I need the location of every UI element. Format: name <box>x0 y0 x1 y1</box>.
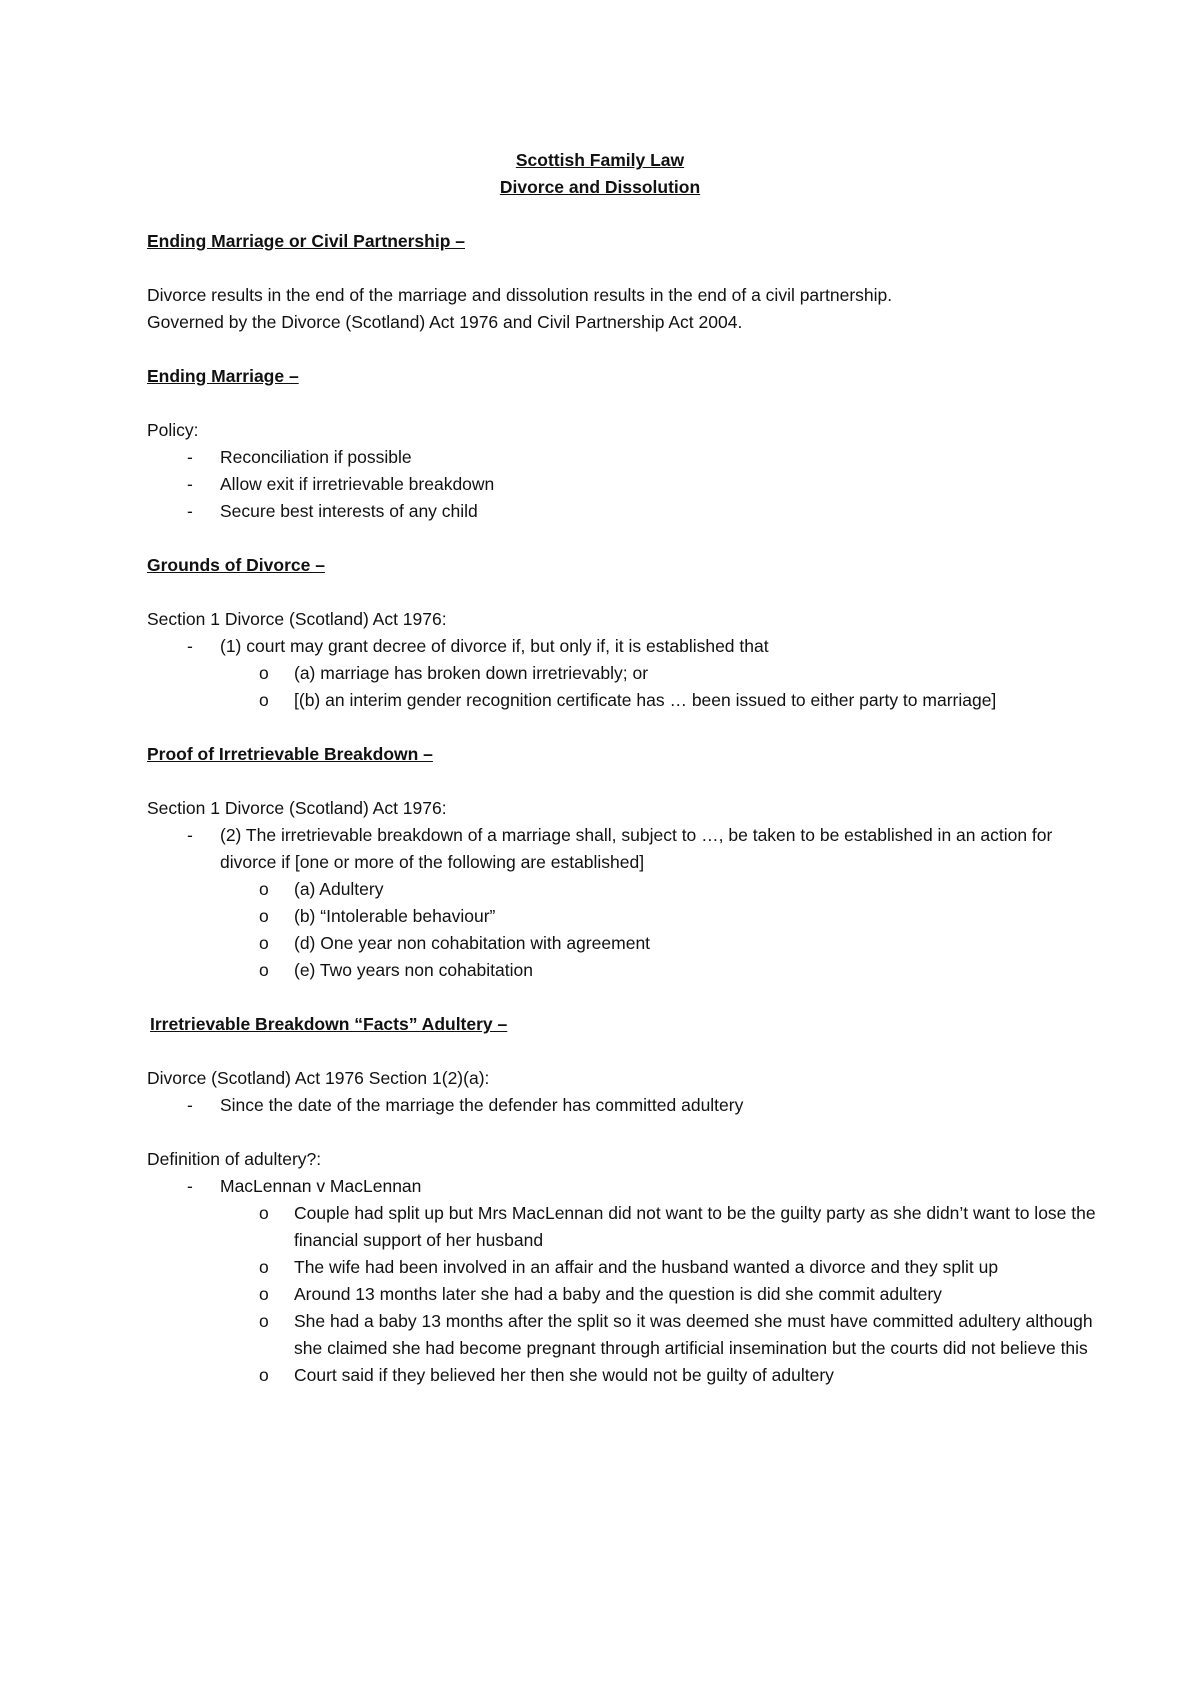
spacer <box>147 1038 1107 1065</box>
circle-bullet: o <box>259 1311 269 1331</box>
list-item <box>147 1173 1107 1200</box>
list-item-text: (1) court may grant decree of divorce if, but only if, it is established that <box>220 636 769 656</box>
section-heading: Irretrievable Breakdown “Facts” Adultery – <box>150 1014 508 1034</box>
sub-list-item-text: Couple had split up but Mrs MacLennan did not want to be the guilty party as she didn’t want to lose the financial support of her husband <box>294 1203 1096 1250</box>
dash-bullet: - <box>187 1176 193 1196</box>
dash-list <box>147 1092 1107 1119</box>
sub-list-item-text: (d) One year non cohabitation with agreement <box>294 933 651 953</box>
title-block <box>147 147 1053 201</box>
spacer <box>147 579 1107 606</box>
spacer <box>147 768 1107 795</box>
dash-list <box>147 822 1107 876</box>
sub-list <box>147 660 1107 714</box>
paragraph: Governed by the Divorce (Scotland) Act 1976 and Civil Partnership Act 2004. <box>147 312 743 332</box>
spacer <box>147 714 1107 741</box>
sub-list-item <box>147 1200 1107 1254</box>
list-item <box>147 1092 1107 1119</box>
paragraph: Section 1 Divorce (Scotland) Act 1976: <box>147 609 447 629</box>
dash-list <box>147 1173 1107 1200</box>
dash-list <box>147 444 1107 525</box>
sub-list-item-text: [(b) an interim gender recognition certificate has … been issued to either party to marriage] <box>294 690 997 710</box>
circle-bullet: o <box>259 1365 269 1385</box>
sub-list-item <box>147 1362 1107 1389</box>
circle-bullet: o <box>259 960 269 980</box>
paragraph: Definition of adultery?: <box>147 1149 322 1169</box>
sub-list-item-text: (a) Adultery <box>294 879 384 899</box>
sub-list-item <box>147 687 1107 714</box>
list-item <box>147 498 1107 525</box>
sub-list-item-text: Around 13 months later she had a baby and the question is did she commit adultery <box>294 1284 942 1304</box>
sub-list-item-text: She had a baby 13 months after the split so it was deemed she must have committed adultery although she claimed she had become pregnant through artificial insemination but the courts did not believe this <box>294 1311 1093 1358</box>
spacer <box>147 336 1107 363</box>
sub-list-item <box>147 660 1107 687</box>
sub-list-item <box>147 1254 1107 1281</box>
list-item-text: Allow exit if irretrievable breakdown <box>220 474 495 494</box>
document-subtitle: Divorce and Dissolution <box>499 177 701 197</box>
spacer <box>147 201 1107 228</box>
sub-list-item-text: (b) “Intolerable behaviour” <box>294 906 496 926</box>
paragraph: Divorce (Scotland) Act 1976 Section 1(2)(a): <box>147 1068 490 1088</box>
dash-bullet: - <box>187 636 193 656</box>
list-item-text: Secure best interests of any child <box>220 501 478 521</box>
list-item <box>147 633 1107 660</box>
dash-bullet: - <box>187 474 193 494</box>
spacer <box>147 984 1107 1011</box>
list-item-text: Since the date of the marriage the defender has committed adultery <box>220 1095 744 1115</box>
dash-bullet: - <box>187 501 193 521</box>
circle-bullet: o <box>259 906 269 926</box>
list-item <box>147 471 1107 498</box>
section-heading: Ending Marriage or Civil Partnership – <box>147 231 465 251</box>
sub-list-item-text: (e) Two years non cohabitation <box>294 960 533 980</box>
list-item-text: (2) The irretrievable breakdown of a marriage shall, subject to …, be taken to be established in an action for divorce if [one or more of the following are established] <box>220 825 1053 872</box>
paragraph: Policy: <box>147 420 199 440</box>
sub-list-item-text: (a) marriage has broken down irretrievably; or <box>294 663 649 683</box>
document-title: Scottish Family Law <box>515 150 685 170</box>
spacer <box>147 255 1107 282</box>
dash-list <box>147 633 1107 660</box>
sub-list <box>147 1200 1107 1389</box>
sub-list-item <box>147 903 1107 930</box>
section-heading: Grounds of Divorce – <box>147 555 325 575</box>
spacer <box>147 390 1107 417</box>
sub-list-item-text: Court said if they believed her then she would not be guilty of adultery <box>294 1365 834 1385</box>
paragraph: Divorce results in the end of the marriage and dissolution results in the end of a civil partnership. <box>147 285 893 305</box>
circle-bullet: o <box>259 933 269 953</box>
circle-bullet: o <box>259 879 269 899</box>
document-body <box>147 147 1107 1389</box>
list-item <box>147 822 1107 876</box>
sub-list-item <box>147 1281 1107 1308</box>
spacer <box>147 1119 1107 1146</box>
circle-bullet: o <box>259 1284 269 1304</box>
dash-bullet: - <box>187 825 193 845</box>
sub-list-item <box>147 957 1107 984</box>
dash-bullet: - <box>187 1095 193 1115</box>
circle-bullet: o <box>259 1203 269 1223</box>
dash-bullet: - <box>187 447 193 467</box>
section-heading: Ending Marriage – <box>147 366 299 386</box>
list-item <box>147 444 1107 471</box>
circle-bullet: o <box>259 1257 269 1277</box>
spacer <box>147 525 1107 552</box>
list-item-text: Reconciliation if possible <box>220 447 412 467</box>
case-name: MacLennan v MacLennan <box>220 1176 422 1196</box>
circle-bullet: o <box>259 690 269 710</box>
sub-list-item <box>147 876 1107 903</box>
section-heading: Proof of Irretrievable Breakdown – <box>147 744 433 764</box>
circle-bullet: o <box>259 663 269 683</box>
sub-list-item-text: The wife had been involved in an affair and the husband wanted a divorce and they split up <box>294 1257 999 1277</box>
sub-list <box>147 876 1107 984</box>
paragraph: Section 1 Divorce (Scotland) Act 1976: <box>147 798 447 818</box>
sub-list-item <box>147 1308 1107 1362</box>
sub-list-item <box>147 930 1107 957</box>
